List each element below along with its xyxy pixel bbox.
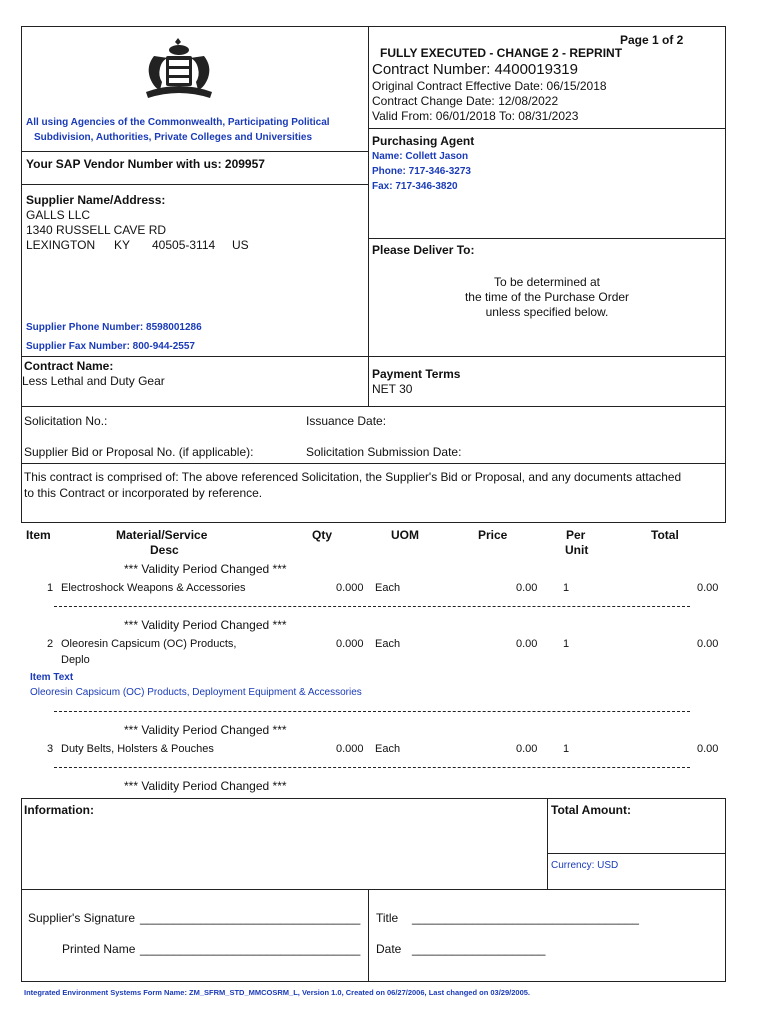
item-2-total: 0.00 [697,638,719,650]
item-1-per: 1 [563,582,570,594]
supplier-city: LEXINGTON [26,238,96,252]
item-3-uom: Each [375,743,401,755]
contract-number: Contract Number: 4400019319 [372,61,578,78]
supplier-country: US [232,238,249,252]
item-2-text: Oleoresin Capsicum (OC) Products, Deployment Equipment & Accessories [30,687,362,698]
col-per-1: Per [566,528,586,542]
deliver-line-3: unless specified below. [485,305,609,319]
validity-note: *** Validity Period Changed *** [124,618,287,632]
col-material-2: Desc [150,543,179,557]
col-qty: Qty [312,528,333,542]
info-box [21,798,548,890]
item-separator [54,606,690,607]
change-date: Contract Change Date: 12/08/2022 [372,94,559,108]
vendor-number: Your SAP Vendor Number with us: 209957 [26,157,265,171]
agencies-line-2: Subdivision, Authorities, Private Colleges and Universities [34,132,313,143]
item-3-total: 0.00 [697,743,719,755]
supplier-fax: Supplier Fax Number: 800-944-2557 [26,341,195,352]
signature-line[interactable]: _________________________________ [140,911,361,925]
contract-status: FULLY EXECUTED - CHANGE 2 - REPRINT [380,46,623,60]
supplier-state: KY [114,238,131,252]
deliver-line-1: To be determined at [493,275,601,289]
deliver-label: Please Deliver To: [372,243,475,257]
valid-dates: Valid From: 06/01/2018 To: 08/31/2023 [372,109,579,123]
item-2-price: 0.00 [516,638,538,650]
item-3-desc: Duty Belts, Holsters & Pouches [61,743,214,755]
item-2-number: 2 [47,638,54,650]
item-separator [54,767,690,768]
title-label: Title [376,911,399,925]
comprised-line-2: to this Contract or incorporated by reference. [24,486,263,500]
item-2-desc: Oleoresin Capsicum (OC) Products, [61,638,237,650]
payment-box [368,356,726,407]
item-3-per: 1 [563,743,570,755]
bid-proposal-no: Supplier Bid or Proposal No. (if applicable): [24,445,254,459]
signature-divider [368,889,369,982]
contract-name-label: Contract Name: [24,359,114,373]
printed-name-line[interactable]: _________________________________ [140,942,361,956]
title-line[interactable]: __________________________________ [412,911,639,925]
item-1-desc: Electroshock Weapons & Accessories [61,582,246,594]
item-2-qty: 0.000 [336,638,364,650]
agent-label: Purchasing Agent [372,134,475,148]
signature-label: Supplier's Signature [28,911,136,925]
item-3-qty: 0.000 [336,743,364,755]
item-1-number: 1 [47,582,54,594]
supplier-phone: Supplier Phone Number: 8598001286 [26,322,202,333]
validity-note: *** Validity Period Changed *** [124,779,287,793]
date-label: Date [376,942,402,956]
form-footer: Integrated Environment Systems Form Name: ZM_SFRM_STD_MMCOSRM_L, Version 1.0, Created on 06/27/2006, Last changed on 03/29/2005. [24,988,530,997]
agent-phone: Phone: 717-346-3273 [372,166,471,177]
item-1-qty: 0.000 [336,582,364,594]
supplier-zip: 40505-3114 [152,238,216,252]
printed-name-label: Printed Name [62,942,136,956]
signature-box [21,889,726,982]
solicitation-no: Solicitation No.: [24,414,108,428]
col-per-2: Unit [565,543,589,557]
col-uom: UOM [391,528,419,542]
agent-fax: Fax: 717-346-3820 [372,181,458,192]
item-1-uom: Each [375,582,401,594]
supplier-label: Supplier Name/Address: [26,193,166,207]
contract-name-value: Less Lethal and Duty Gear [22,374,165,388]
item-3-price: 0.00 [516,743,538,755]
col-item: Item [26,528,51,542]
payment-terms-label: Payment Terms [372,367,461,381]
item-1-price: 0.00 [516,582,538,594]
item-2-per: 1 [563,638,570,650]
item-3-number: 3 [47,743,54,755]
item-2-desc-2: Deplo [61,654,90,666]
currency-box [547,853,726,890]
effective-date: Original Contract Effective Date: 06/15/2018 [372,79,607,93]
validity-note: *** Validity Period Changed *** [124,562,287,576]
item-2-uom: Each [375,638,401,650]
total-amount-label: Total Amount: [551,803,631,817]
issuance-date: Issuance Date: [306,414,387,428]
item-1-total: 0.00 [697,582,719,594]
currency: Currency: USD [551,860,619,871]
validity-note: *** Validity Period Changed *** [124,723,287,737]
col-price: Price [478,528,508,542]
supplier-street: 1340 RUSSELL CAVE RD [26,223,167,237]
supplier-name: GALLS LLC [26,208,91,222]
page-number: Page 1 of 2 [620,33,684,47]
comprised-line-1: This contract is comprised of: The above referenced Solicitation, the Supplier's Bid or Proposal, and any documents attached [24,470,682,484]
col-total: Total [651,528,679,542]
information-label: Information: [24,803,94,817]
col-material-1: Material/Service [116,528,208,542]
agencies-line-1: All using Agencies of the Commonwealth, Participating Political [26,117,330,128]
payment-terms-value: NET 30 [372,382,413,396]
date-line[interactable]: ____________________ [412,942,546,956]
item-separator [54,711,690,712]
agent-name: Name: Collett Jason [372,151,469,162]
deliver-line-2: the time of the Purchase Order [464,290,630,304]
item-2-text-label: Item Text [30,672,74,683]
submission-date: Solicitation Submission Date: [306,445,462,459]
commonwealth-seal-icon [140,36,218,102]
